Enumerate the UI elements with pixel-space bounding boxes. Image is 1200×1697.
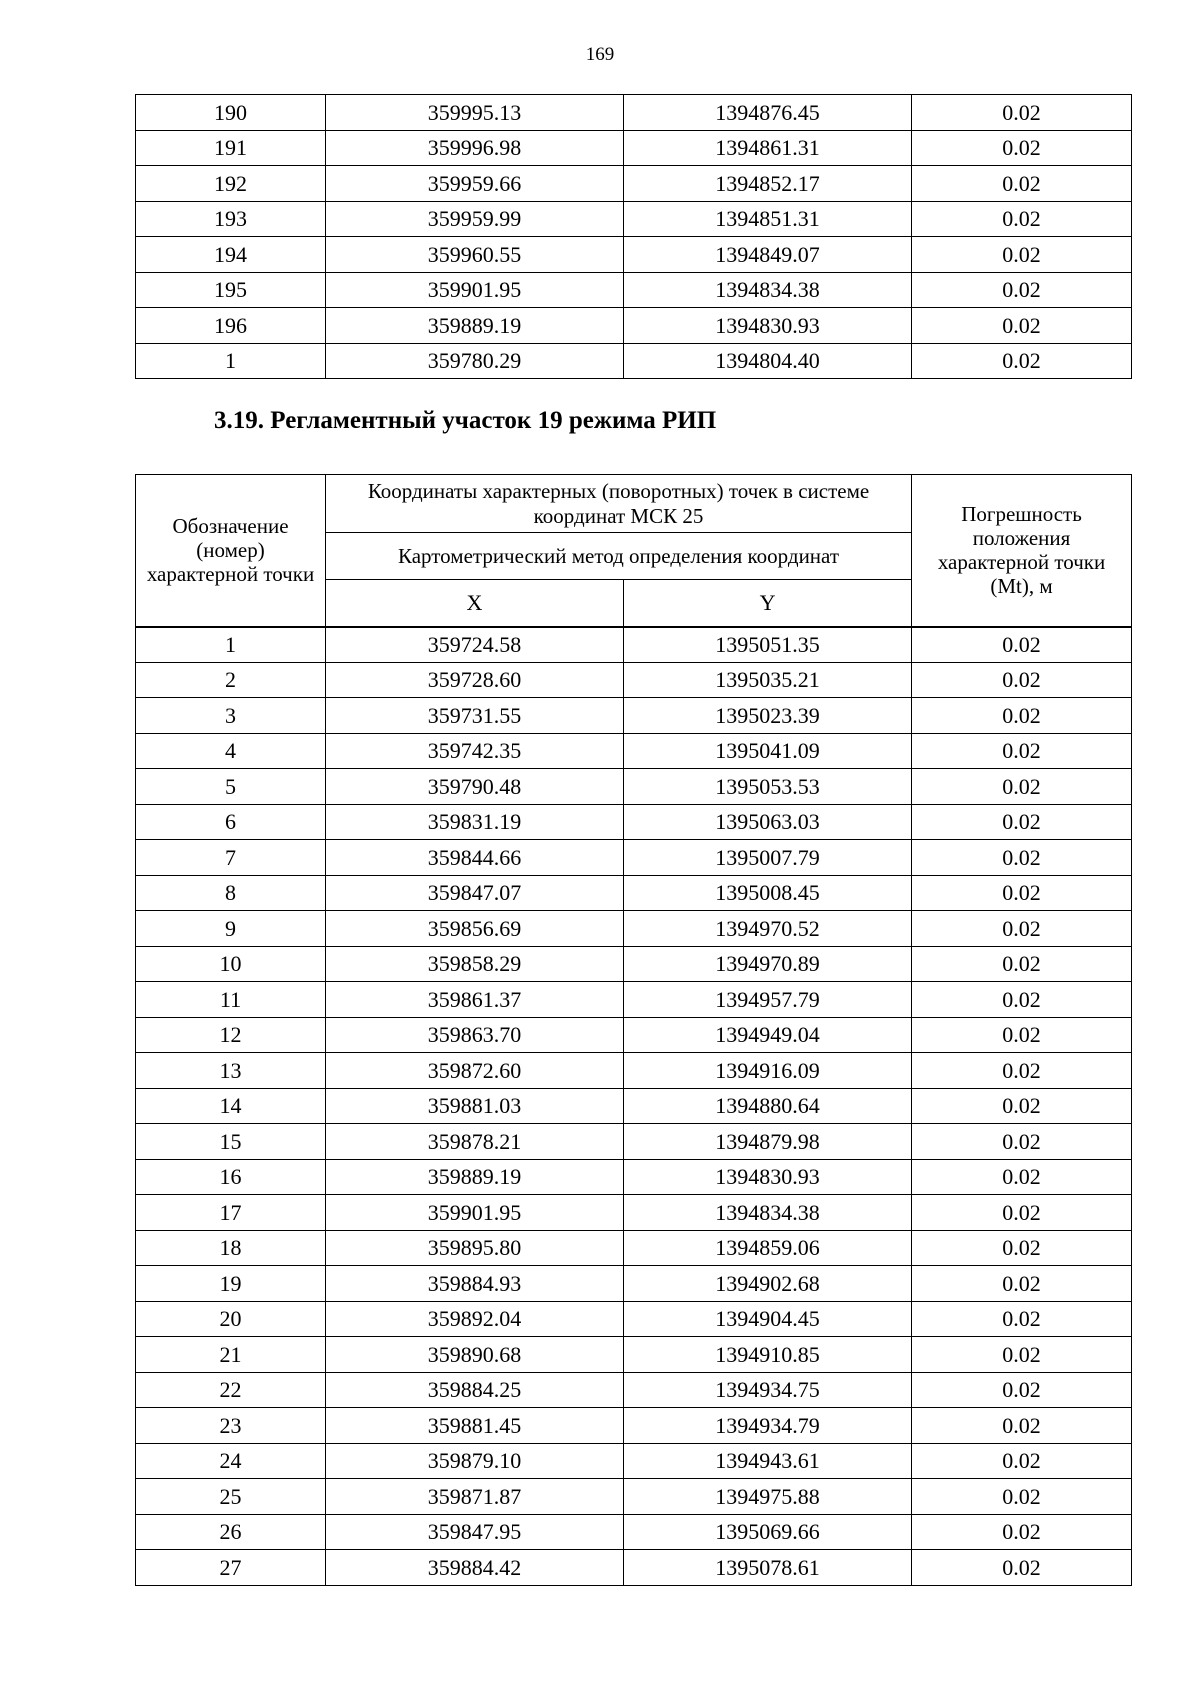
table-row: [136, 804, 1132, 840]
x-coordinate-cell: 359881.45: [326, 1408, 624, 1444]
error-cell: 0.02: [912, 1266, 1132, 1302]
y-coordinate-cell: 1395078.61: [624, 1550, 912, 1586]
x-coordinate-cell: 359831.19: [326, 804, 624, 840]
x-coordinate-cell: 359742.35: [326, 733, 624, 769]
y-coordinate-cell: 1394970.52: [624, 911, 912, 947]
error-cell: 0.02: [912, 1195, 1132, 1231]
y-coordinate-cell: 1394902.68: [624, 1266, 912, 1302]
table-row: [136, 875, 1132, 911]
point-number-cell: 190: [136, 95, 326, 131]
y-coordinate-cell: 1394880.64: [624, 1088, 912, 1124]
table-row: [136, 1195, 1132, 1231]
x-coordinate-cell: 359879.10: [326, 1443, 624, 1479]
header-error: Погрешность положения характерной точки (Mt), м: [912, 475, 1132, 627]
point-number-cell: 22: [136, 1372, 326, 1408]
error-cell: 0.02: [912, 769, 1132, 805]
y-coordinate-cell: 1395035.21: [624, 662, 912, 698]
x-coordinate-cell: 359890.68: [326, 1337, 624, 1373]
coordinates-table-continued-body: [136, 95, 1132, 379]
error-cell: 0.02: [912, 662, 1132, 698]
x-coordinate-cell: 359780.29: [326, 343, 624, 379]
table-row: [136, 1124, 1132, 1160]
point-number-cell: 14: [136, 1088, 326, 1124]
point-number-cell: 2: [136, 662, 326, 698]
point-number-cell: 15: [136, 1124, 326, 1160]
x-coordinate-cell: 359724.58: [326, 627, 624, 663]
y-coordinate-cell: 1394934.79: [624, 1408, 912, 1444]
table-row: [136, 95, 1132, 131]
table-row: [136, 1443, 1132, 1479]
x-coordinate-cell: 359728.60: [326, 662, 624, 698]
x-coordinate-cell: 359847.07: [326, 875, 624, 911]
point-number-cell: 4: [136, 733, 326, 769]
point-number-cell: 196: [136, 308, 326, 344]
x-coordinate-cell: 359901.95: [326, 272, 624, 308]
error-cell: 0.02: [912, 201, 1132, 237]
table-row: [136, 1266, 1132, 1302]
table-row: [136, 343, 1132, 379]
y-coordinate-cell: 1395007.79: [624, 840, 912, 876]
x-coordinate-cell: 359871.87: [326, 1479, 624, 1515]
header-x: X: [326, 580, 624, 627]
point-number-cell: 26: [136, 1514, 326, 1550]
table-row: [136, 1408, 1132, 1444]
x-coordinate-cell: 359889.19: [326, 308, 624, 344]
table-row: [136, 166, 1132, 202]
table-row: [136, 201, 1132, 237]
point-number-cell: 192: [136, 166, 326, 202]
y-coordinate-cell: 1395041.09: [624, 733, 912, 769]
x-coordinate-cell: 359884.93: [326, 1266, 624, 1302]
point-number-cell: 17: [136, 1195, 326, 1231]
error-cell: 0.02: [912, 1372, 1132, 1408]
table-row: [136, 1159, 1132, 1195]
point-number-cell: 8: [136, 875, 326, 911]
coordinates-table-body: [136, 627, 1132, 1586]
y-coordinate-cell: 1394834.38: [624, 272, 912, 308]
point-number-cell: 25: [136, 1479, 326, 1515]
header-method: Картометрический метод определения координат: [326, 533, 912, 580]
y-coordinate-cell: 1395063.03: [624, 804, 912, 840]
coordinates-table: [135, 474, 1132, 1586]
x-coordinate-cell: 359889.19: [326, 1159, 624, 1195]
x-coordinate-cell: 359996.98: [326, 130, 624, 166]
table-row: [136, 1550, 1132, 1586]
y-coordinate-cell: 1394943.61: [624, 1443, 912, 1479]
y-coordinate-cell: 1394910.85: [624, 1337, 912, 1373]
error-cell: 0.02: [912, 1230, 1132, 1266]
x-coordinate-cell: 359872.60: [326, 1053, 624, 1089]
y-coordinate-cell: 1394861.31: [624, 130, 912, 166]
error-cell: 0.02: [912, 1443, 1132, 1479]
x-coordinate-cell: 359731.55: [326, 698, 624, 734]
error-cell: 0.02: [912, 982, 1132, 1018]
x-coordinate-cell: 359844.66: [326, 840, 624, 876]
y-coordinate-cell: 1394934.75: [624, 1372, 912, 1408]
x-coordinate-cell: 359884.42: [326, 1550, 624, 1586]
table-row: [136, 1337, 1132, 1373]
table-row: [136, 1053, 1132, 1089]
table-row: [136, 982, 1132, 1018]
error-cell: 0.02: [912, 1301, 1132, 1337]
x-coordinate-cell: 359861.37: [326, 982, 624, 1018]
section-heading: 3.19. Регламентный участок 19 режима РИП: [214, 407, 717, 434]
error-cell: 0.02: [912, 1124, 1132, 1160]
x-coordinate-cell: 359847.95: [326, 1514, 624, 1550]
table-row: [136, 733, 1132, 769]
y-coordinate-cell: 1394804.40: [624, 343, 912, 379]
table-row: [136, 1479, 1132, 1515]
point-number-cell: 12: [136, 1017, 326, 1053]
error-cell: 0.02: [912, 130, 1132, 166]
x-coordinate-cell: 359995.13: [326, 95, 624, 131]
y-coordinate-cell: 1394851.31: [624, 201, 912, 237]
error-cell: 0.02: [912, 627, 1132, 663]
x-coordinate-cell: 359878.21: [326, 1124, 624, 1160]
error-cell: 0.02: [912, 840, 1132, 876]
error-cell: 0.02: [912, 1550, 1132, 1586]
table-row: [136, 1088, 1132, 1124]
point-number-cell: 195: [136, 272, 326, 308]
point-number-cell: 3: [136, 698, 326, 734]
point-number-cell: 11: [136, 982, 326, 1018]
y-coordinate-cell: 1394916.09: [624, 1053, 912, 1089]
table-row: [136, 308, 1132, 344]
table-row: [136, 840, 1132, 876]
x-coordinate-cell: 359858.29: [326, 946, 624, 982]
point-number-cell: 191: [136, 130, 326, 166]
point-number-cell: 1: [136, 627, 326, 663]
y-coordinate-cell: 1394834.38: [624, 1195, 912, 1231]
error-cell: 0.02: [912, 308, 1132, 344]
x-coordinate-cell: 359856.69: [326, 911, 624, 947]
y-coordinate-cell: 1394876.45: [624, 95, 912, 131]
y-coordinate-cell: 1394879.98: [624, 1124, 912, 1160]
x-coordinate-cell: 359790.48: [326, 769, 624, 805]
point-number-cell: 27: [136, 1550, 326, 1586]
table-row: [136, 1514, 1132, 1550]
x-coordinate-cell: 359960.55: [326, 237, 624, 273]
table-row: [136, 946, 1132, 982]
table-row: [136, 698, 1132, 734]
error-cell: 0.02: [912, 1408, 1132, 1444]
table-row: [136, 911, 1132, 947]
y-coordinate-cell: 1394849.07: [624, 237, 912, 273]
point-number-cell: 18: [136, 1230, 326, 1266]
error-cell: 0.02: [912, 237, 1132, 273]
point-number-cell: 24: [136, 1443, 326, 1479]
error-cell: 0.02: [912, 1337, 1132, 1373]
error-cell: 0.02: [912, 95, 1132, 131]
x-coordinate-cell: 359892.04: [326, 1301, 624, 1337]
error-cell: 0.02: [912, 733, 1132, 769]
error-cell: 0.02: [912, 698, 1132, 734]
point-number-cell: 9: [136, 911, 326, 947]
point-number-cell: 1: [136, 343, 326, 379]
x-coordinate-cell: 359863.70: [326, 1017, 624, 1053]
y-coordinate-cell: 1394975.88: [624, 1479, 912, 1515]
header-point-designation: Обозначение (номер) характерной точки: [136, 475, 326, 627]
y-coordinate-cell: 1394830.93: [624, 308, 912, 344]
y-coordinate-cell: 1395069.66: [624, 1514, 912, 1550]
y-coordinate-cell: 1394957.79: [624, 982, 912, 1018]
error-cell: 0.02: [912, 1159, 1132, 1195]
x-coordinate-cell: 359901.95: [326, 1195, 624, 1231]
point-number-cell: 21: [136, 1337, 326, 1373]
y-coordinate-cell: 1394970.89: [624, 946, 912, 982]
y-coordinate-cell: 1394859.06: [624, 1230, 912, 1266]
table-row: [136, 1017, 1132, 1053]
x-coordinate-cell: 359895.80: [326, 1230, 624, 1266]
table-row: [136, 1230, 1132, 1266]
error-cell: 0.02: [912, 272, 1132, 308]
point-number-cell: 7: [136, 840, 326, 876]
error-cell: 0.02: [912, 1017, 1132, 1053]
header-y: Y: [624, 580, 912, 627]
error-cell: 0.02: [912, 1514, 1132, 1550]
x-coordinate-cell: 359959.66: [326, 166, 624, 202]
point-number-cell: 194: [136, 237, 326, 273]
table-row: [136, 1372, 1132, 1408]
y-coordinate-cell: 1394949.04: [624, 1017, 912, 1053]
point-number-cell: 5: [136, 769, 326, 805]
table-row: [136, 237, 1132, 273]
point-number-cell: 23: [136, 1408, 326, 1444]
y-coordinate-cell: 1395053.53: [624, 769, 912, 805]
table-row: [136, 769, 1132, 805]
error-cell: 0.02: [912, 804, 1132, 840]
x-coordinate-cell: 359884.25: [326, 1372, 624, 1408]
coordinates-table-header: [136, 475, 1132, 627]
header-coordinates: Координаты характерных (поворотных) точек в системе координат МСК 25: [326, 475, 912, 533]
page-number: 169: [585, 44, 615, 65]
y-coordinate-cell: 1394852.17: [624, 166, 912, 202]
table-row: [136, 272, 1132, 308]
table-row: [136, 627, 1132, 663]
error-cell: 0.02: [912, 166, 1132, 202]
table-row: [136, 130, 1132, 166]
y-coordinate-cell: 1395008.45: [624, 875, 912, 911]
point-number-cell: 19: [136, 1266, 326, 1302]
error-cell: 0.02: [912, 875, 1132, 911]
error-cell: 0.02: [912, 1088, 1132, 1124]
point-number-cell: 20: [136, 1301, 326, 1337]
error-cell: 0.02: [912, 911, 1132, 947]
table-row: [136, 1301, 1132, 1337]
y-coordinate-cell: 1394830.93: [624, 1159, 912, 1195]
point-number-cell: 6: [136, 804, 326, 840]
error-cell: 0.02: [912, 1479, 1132, 1515]
y-coordinate-cell: 1395051.35: [624, 627, 912, 663]
table-row: [136, 662, 1132, 698]
point-number-cell: 16: [136, 1159, 326, 1195]
point-number-cell: 193: [136, 201, 326, 237]
point-number-cell: 13: [136, 1053, 326, 1089]
y-coordinate-cell: 1395023.39: [624, 698, 912, 734]
x-coordinate-cell: 359959.99: [326, 201, 624, 237]
error-cell: 0.02: [912, 343, 1132, 379]
point-number-cell: 10: [136, 946, 326, 982]
x-coordinate-cell: 359881.03: [326, 1088, 624, 1124]
error-cell: 0.02: [912, 946, 1132, 982]
error-cell: 0.02: [912, 1053, 1132, 1089]
y-coordinate-cell: 1394904.45: [624, 1301, 912, 1337]
coordinates-table-continued: [135, 94, 1132, 379]
